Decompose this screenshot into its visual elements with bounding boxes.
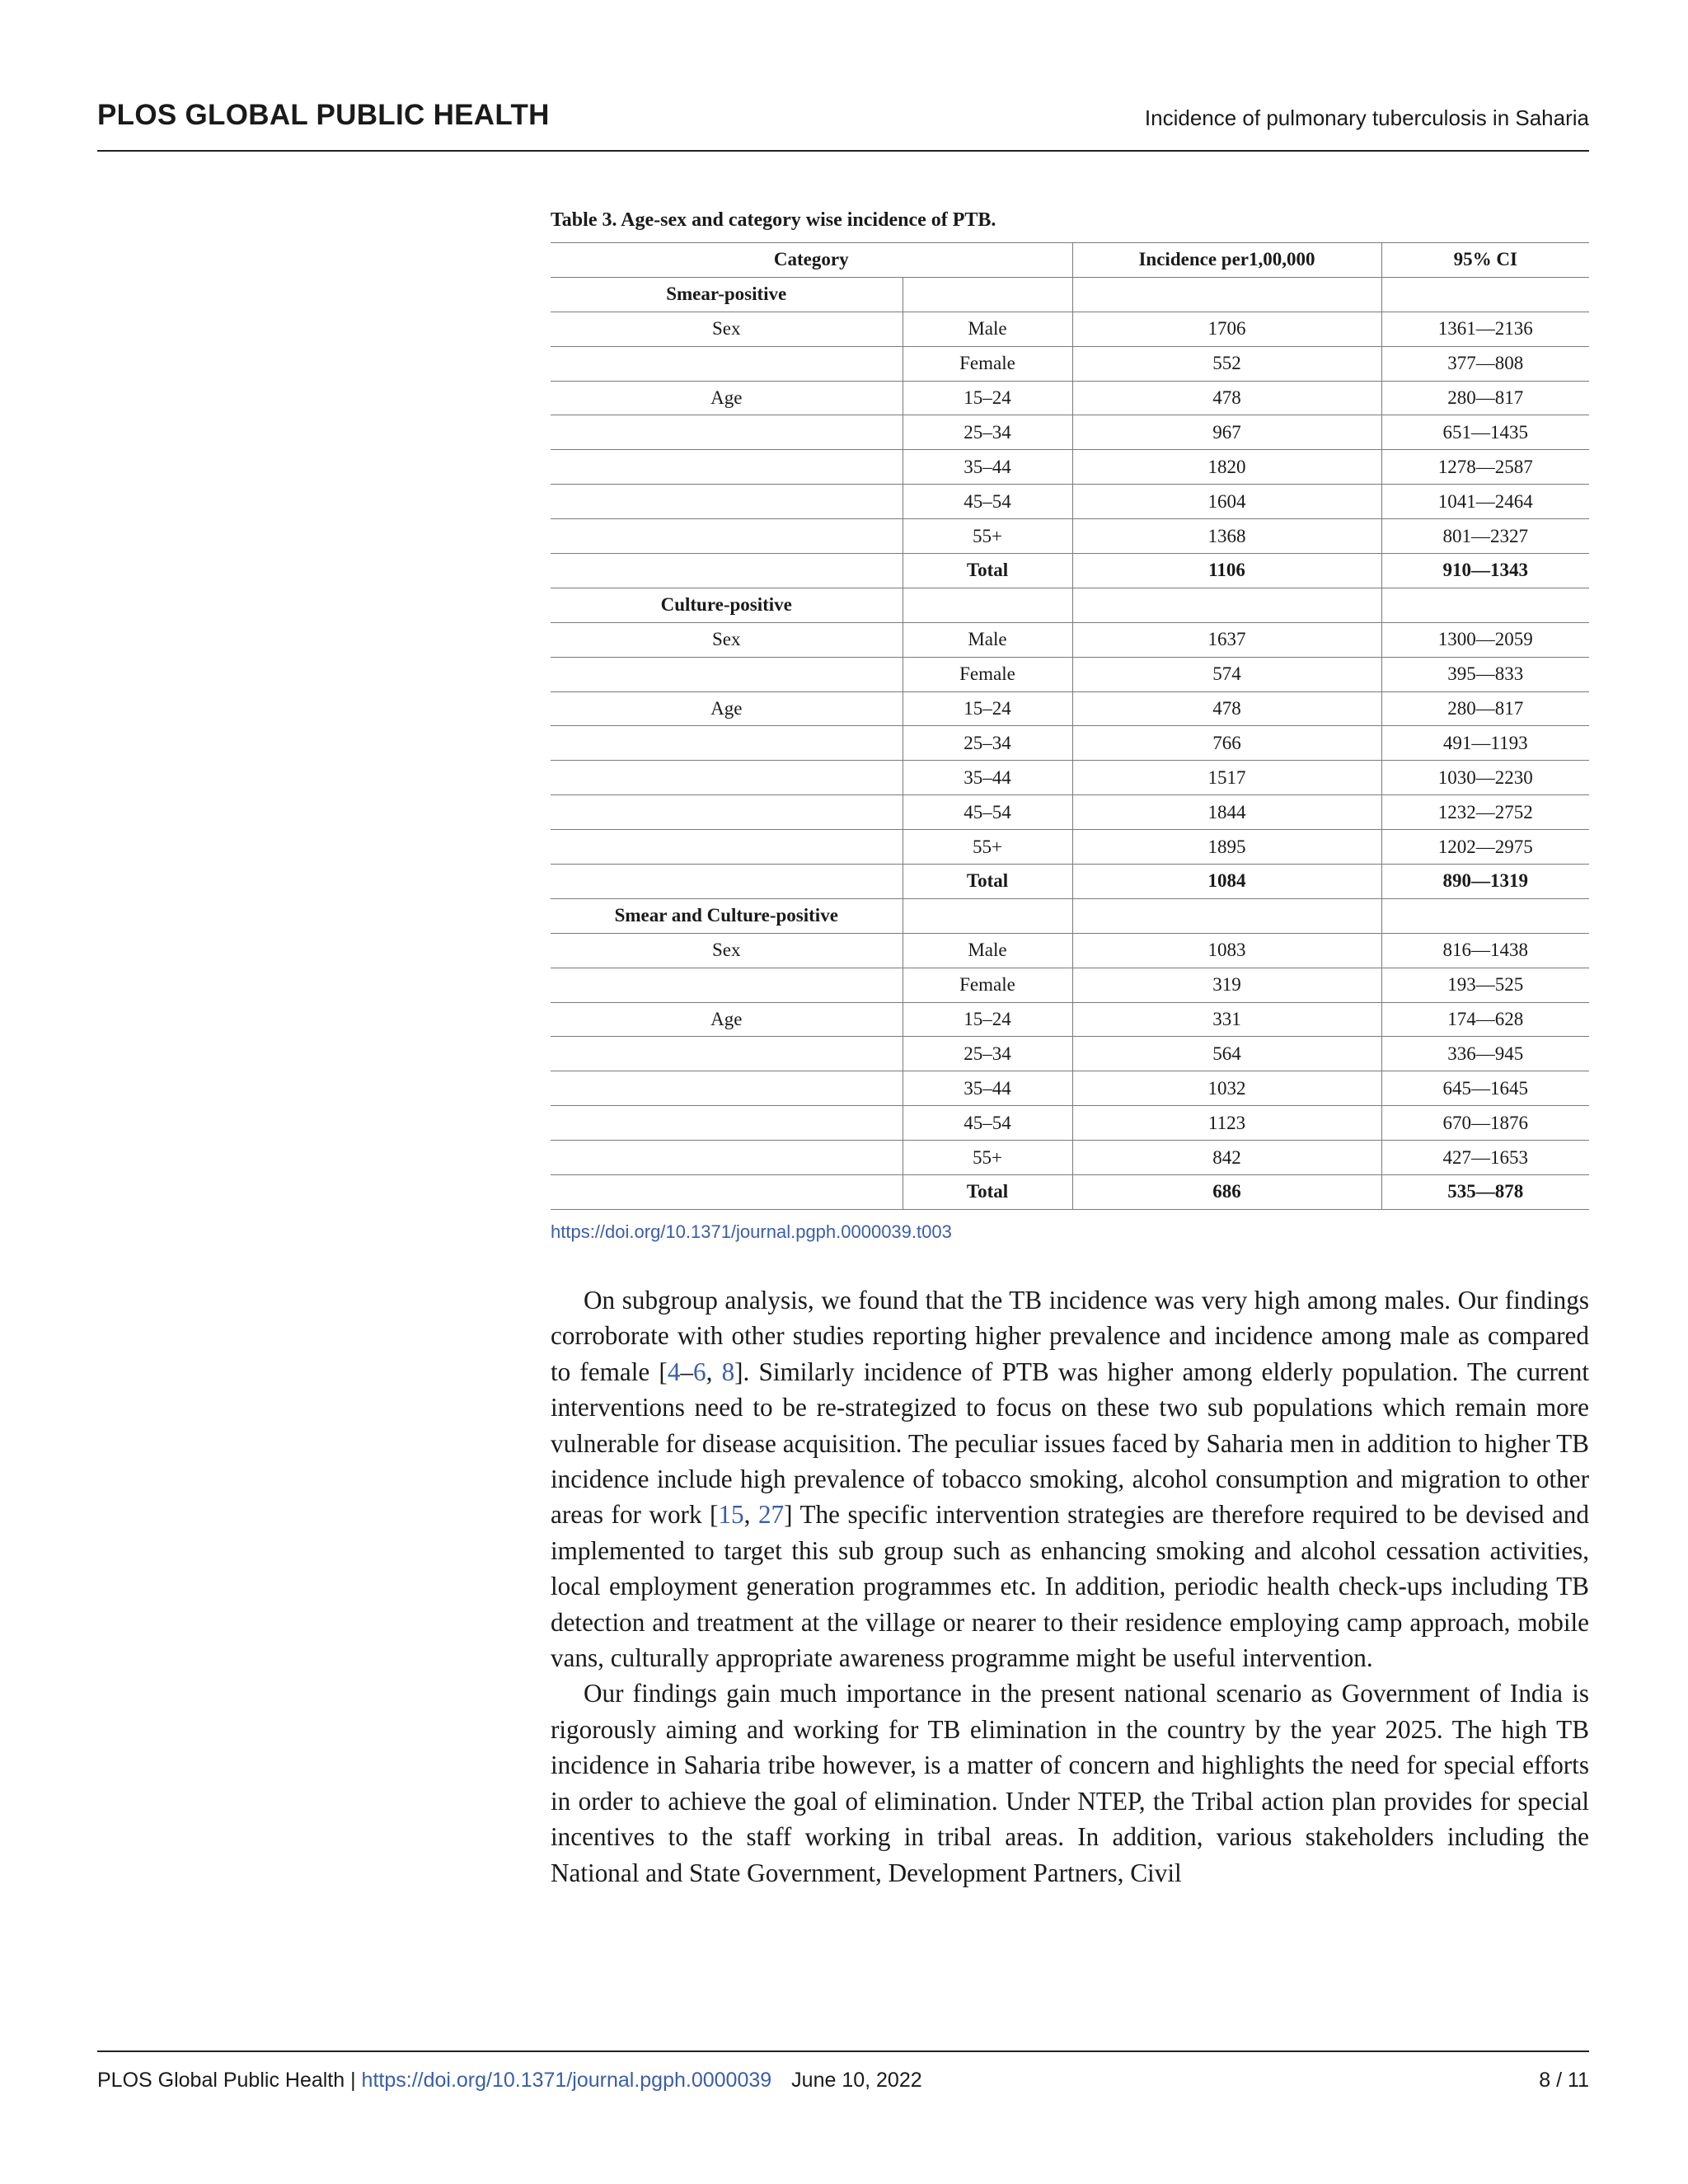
- table-row: [551, 726, 1589, 761]
- page-number: 8 / 11: [1539, 2069, 1589, 2092]
- ci-cell: 645—1645: [1381, 1071, 1589, 1106]
- citation-link[interactable]: 27: [757, 1500, 785, 1530]
- table-row: [551, 415, 1589, 450]
- footer-date: June 10, 2022: [791, 2069, 922, 2092]
- empty-cell: [1072, 588, 1381, 622]
- group-label: Smear and Culture-positive: [551, 898, 903, 933]
- subcategory-cell: [551, 485, 903, 519]
- ci-cell: 193—525: [1381, 968, 1589, 1002]
- level-cell: 15–24: [903, 1002, 1072, 1037]
- subcategory-cell: [551, 761, 903, 795]
- table-body: [551, 277, 1589, 1209]
- ci-cell: 427—1653: [1381, 1141, 1589, 1175]
- ci-cell: 336—945: [1381, 1037, 1589, 1071]
- incidence-cell: 686: [1072, 1175, 1381, 1210]
- level-cell: 45–54: [903, 485, 1072, 519]
- ci-cell: 280—817: [1381, 691, 1589, 726]
- incidence-cell: 1083: [1072, 933, 1381, 968]
- empty-cell: [903, 898, 1072, 933]
- subcategory-cell: Age: [551, 1002, 903, 1037]
- empty-cell: [903, 588, 1072, 622]
- subcategory-cell: [551, 657, 903, 691]
- running-title: Incidence of pulmonary tuberculosis in Saharia: [1144, 105, 1589, 130]
- level-cell: 25–34: [903, 726, 1072, 761]
- citation-link[interactable]: 15: [718, 1500, 744, 1530]
- subcategory-cell: Age: [551, 691, 903, 726]
- incidence-cell: 766: [1072, 726, 1381, 761]
- citation-link[interactable]: 4: [667, 1357, 681, 1386]
- table-row: [551, 865, 1589, 899]
- incidence-cell: 1368: [1072, 519, 1381, 554]
- subcategory-cell: [551, 415, 903, 450]
- level-cell: 25–34: [903, 1037, 1072, 1071]
- table-row: [551, 968, 1589, 1002]
- level-cell: Total: [903, 1175, 1072, 1210]
- incidence-table: [551, 242, 1589, 1210]
- level-cell: 15–24: [903, 381, 1072, 415]
- incidence-cell: 1084: [1072, 865, 1381, 899]
- ci-cell: 395—833: [1381, 657, 1589, 691]
- ci-cell: 535—878: [1381, 1175, 1589, 1210]
- level-cell: 55+: [903, 519, 1072, 554]
- level-cell: Total: [903, 865, 1072, 899]
- level-cell: 55+: [903, 830, 1072, 865]
- incidence-cell: 1032: [1072, 1071, 1381, 1106]
- level-cell: Male: [903, 622, 1072, 657]
- level-cell: Male: [903, 312, 1072, 346]
- citation-separator: ,: [706, 1357, 722, 1386]
- incidence-cell: 478: [1072, 381, 1381, 415]
- paragraph-1-text-c: ] The specific intervention strategies are therefore required to be devised and implemented to target this sub group such as enhancing smoking and alcohol cessation activities, local employment generation programmes etc. In addition, periodic health check-ups including TB detection and treatment at the village or nearer to their residence employing camp approach, mobile vans, culturally appropriate awareness programme might be useful intervention.: [551, 1500, 1589, 1673]
- subcategory-cell: [551, 450, 903, 485]
- subcategory-cell: [551, 830, 903, 865]
- ci-cell: 174—628: [1381, 1002, 1589, 1037]
- incidence-cell: 1637: [1072, 622, 1381, 657]
- table-row: [551, 1175, 1589, 1210]
- incidence-cell: 1106: [1072, 554, 1381, 588]
- citation-separator: –: [680, 1357, 694, 1386]
- subcategory-cell: [551, 726, 903, 761]
- table-row: [551, 519, 1589, 554]
- table-row: [551, 1037, 1589, 1071]
- table-row: [551, 312, 1589, 346]
- incidence-cell: 1844: [1072, 795, 1381, 830]
- incidence-cell: 574: [1072, 657, 1381, 691]
- paragraph-1-text-a: On subgroup analysis, we found that the TB incidence was very high among males. Our findings corroborate with other studies reporting higher prevalence and incidence among male as compared to female [: [551, 1286, 1589, 1386]
- table-group-row: [551, 588, 1589, 622]
- level-cell: 15–24: [903, 691, 1072, 726]
- table-row: [551, 1106, 1589, 1141]
- table-row: [551, 1141, 1589, 1175]
- table-header-row: [551, 243, 1589, 278]
- incidence-cell: 842: [1072, 1141, 1381, 1175]
- table-row: [551, 795, 1589, 830]
- level-cell: 35–44: [903, 1071, 1072, 1106]
- ci-cell: 1041—2464: [1381, 485, 1589, 519]
- table-group-row: [551, 898, 1589, 933]
- subcategory-cell: [551, 519, 903, 554]
- table-doi-link[interactable]: https://doi.org/10.1371/journal.pgph.0000039.t003: [551, 1221, 952, 1242]
- level-cell: Female: [903, 346, 1072, 381]
- paragraph-2: Our findings gain much importance in the present national scenario as Government of India is rigorously aiming and working for TB elimination in the country by the year 2025. The high TB incidence in Saharia tribe however, is a matter of concern and highlights the need for special efforts in order to achieve the goal of elimination. Under NTEP, the Tribal action plan provides for special incentives to the staff working in tribal areas. In addition, various stakeholders including the National and State Government, Development Partners, Civil: [551, 1679, 1589, 1887]
- table-row: [551, 761, 1589, 795]
- ci-cell: 1030—2230: [1381, 761, 1589, 795]
- table-row: [551, 691, 1589, 726]
- table-group-row: [551, 277, 1589, 312]
- table-row: [551, 1002, 1589, 1037]
- incidence-cell: 967: [1072, 415, 1381, 450]
- empty-cell: [1381, 588, 1589, 622]
- footer-doi-link[interactable]: https://doi.org/10.1371/journal.pgph.0000039: [361, 2069, 772, 2092]
- page-footer: [97, 2050, 1589, 2102]
- table-row: [551, 381, 1589, 415]
- paragraph-1: [551, 1282, 1589, 1675]
- subcategory-cell: Sex: [551, 933, 903, 968]
- subcategory-cell: [551, 795, 903, 830]
- level-cell: Male: [903, 933, 1072, 968]
- citation-separator: ,: [743, 1500, 758, 1530]
- incidence-cell: 1895: [1072, 830, 1381, 865]
- subcategory-cell: [551, 1071, 903, 1106]
- table-caption: Table 3. Age-sex and category wise incidence of PTB.: [551, 209, 996, 231]
- table-row: [551, 622, 1589, 657]
- level-cell: 55+: [903, 1141, 1072, 1175]
- subcategory-cell: Sex: [551, 312, 903, 346]
- level-cell: Female: [903, 968, 1072, 1002]
- empty-cell: [903, 277, 1072, 312]
- subcategory-cell: [551, 1037, 903, 1071]
- subcategory-cell: [551, 1106, 903, 1141]
- table-row: [551, 657, 1589, 691]
- table-row: [551, 346, 1589, 381]
- article-body: [551, 1282, 1589, 1891]
- subcategory-cell: [551, 1175, 903, 1210]
- incidence-cell: 331: [1072, 1002, 1381, 1037]
- group-label: Smear-positive: [551, 277, 903, 312]
- level-cell: 45–54: [903, 1106, 1072, 1141]
- ci-cell: 1278—2587: [1381, 450, 1589, 485]
- incidence-cell: 1517: [1072, 761, 1381, 795]
- column-header-category: Category: [551, 243, 1072, 278]
- ci-cell: 1202—2975: [1381, 830, 1589, 865]
- ci-cell: 910—1343: [1381, 554, 1589, 588]
- subcategory-cell: [551, 865, 903, 899]
- subcategory-cell: Age: [551, 381, 903, 415]
- ci-cell: 1232—2752: [1381, 795, 1589, 830]
- ci-cell: 890—1319: [1381, 865, 1589, 899]
- ci-cell: 670—1876: [1381, 1106, 1589, 1141]
- ci-cell: 801—2327: [1381, 519, 1589, 554]
- ci-cell: 1300—2059: [1381, 622, 1589, 657]
- table-row: [551, 830, 1589, 865]
- footer-journal: PLOS Global Public Health |: [97, 2069, 362, 2092]
- ci-cell: 377—808: [1381, 346, 1589, 381]
- journal-name: PLOS GLOBAL PUBLIC HEALTH: [97, 99, 550, 131]
- citation-link[interactable]: 8: [721, 1357, 735, 1386]
- incidence-cell: 564: [1072, 1037, 1381, 1071]
- incidence-cell: 319: [1072, 968, 1381, 1002]
- subcategory-cell: [551, 1141, 903, 1175]
- table-row: [551, 933, 1589, 968]
- empty-cell: [1381, 277, 1589, 312]
- incidence-cell: 478: [1072, 691, 1381, 726]
- incidence-cell: 1123: [1072, 1106, 1381, 1141]
- subcategory-cell: [551, 554, 903, 588]
- empty-cell: [1072, 277, 1381, 312]
- incidence-cell: 1706: [1072, 312, 1381, 346]
- page-header: [97, 96, 1589, 152]
- level-cell: 35–44: [903, 761, 1072, 795]
- subcategory-cell: [551, 346, 903, 381]
- table-row: [551, 1071, 1589, 1106]
- subcategory-cell: Sex: [551, 622, 903, 657]
- level-cell: Female: [903, 657, 1072, 691]
- incidence-cell: 552: [1072, 346, 1381, 381]
- incidence-cell: 1820: [1072, 450, 1381, 485]
- ci-cell: 280—817: [1381, 381, 1589, 415]
- level-cell: 35–44: [903, 450, 1072, 485]
- ci-cell: 491—1193: [1381, 726, 1589, 761]
- ci-cell: 816—1438: [1381, 933, 1589, 968]
- table-row: [551, 450, 1589, 485]
- ci-cell: 1361—2136: [1381, 312, 1589, 346]
- column-header-ci: 95% CI: [1381, 243, 1589, 278]
- table-row: [551, 485, 1589, 519]
- footer-citation: [97, 2069, 922, 2093]
- table-row: [551, 554, 1589, 588]
- column-header-incidence: Incidence per1,00,000: [1072, 243, 1381, 278]
- level-cell: 45–54: [903, 795, 1072, 830]
- subcategory-cell: [551, 968, 903, 1002]
- level-cell: 25–34: [903, 415, 1072, 450]
- empty-cell: [1072, 898, 1381, 933]
- incidence-cell: 1604: [1072, 485, 1381, 519]
- citation-link[interactable]: 6: [693, 1357, 706, 1386]
- paragraph-1-text-b: ]. Similarly incidence of PTB was higher among elderly population. The current interventions need to be re-strategized to focus on these two sub populations which remain more vulnerable for disease acquisition. The peculiar issues faced by Saharia men in addition to higher TB incidence include high prevalence of tobacco smoking, alcohol consumption and migration to other areas for work [: [551, 1357, 1590, 1530]
- ci-cell: 651—1435: [1381, 415, 1589, 450]
- level-cell: Total: [903, 554, 1072, 588]
- empty-cell: [1381, 898, 1589, 933]
- group-label: Culture-positive: [551, 588, 903, 622]
